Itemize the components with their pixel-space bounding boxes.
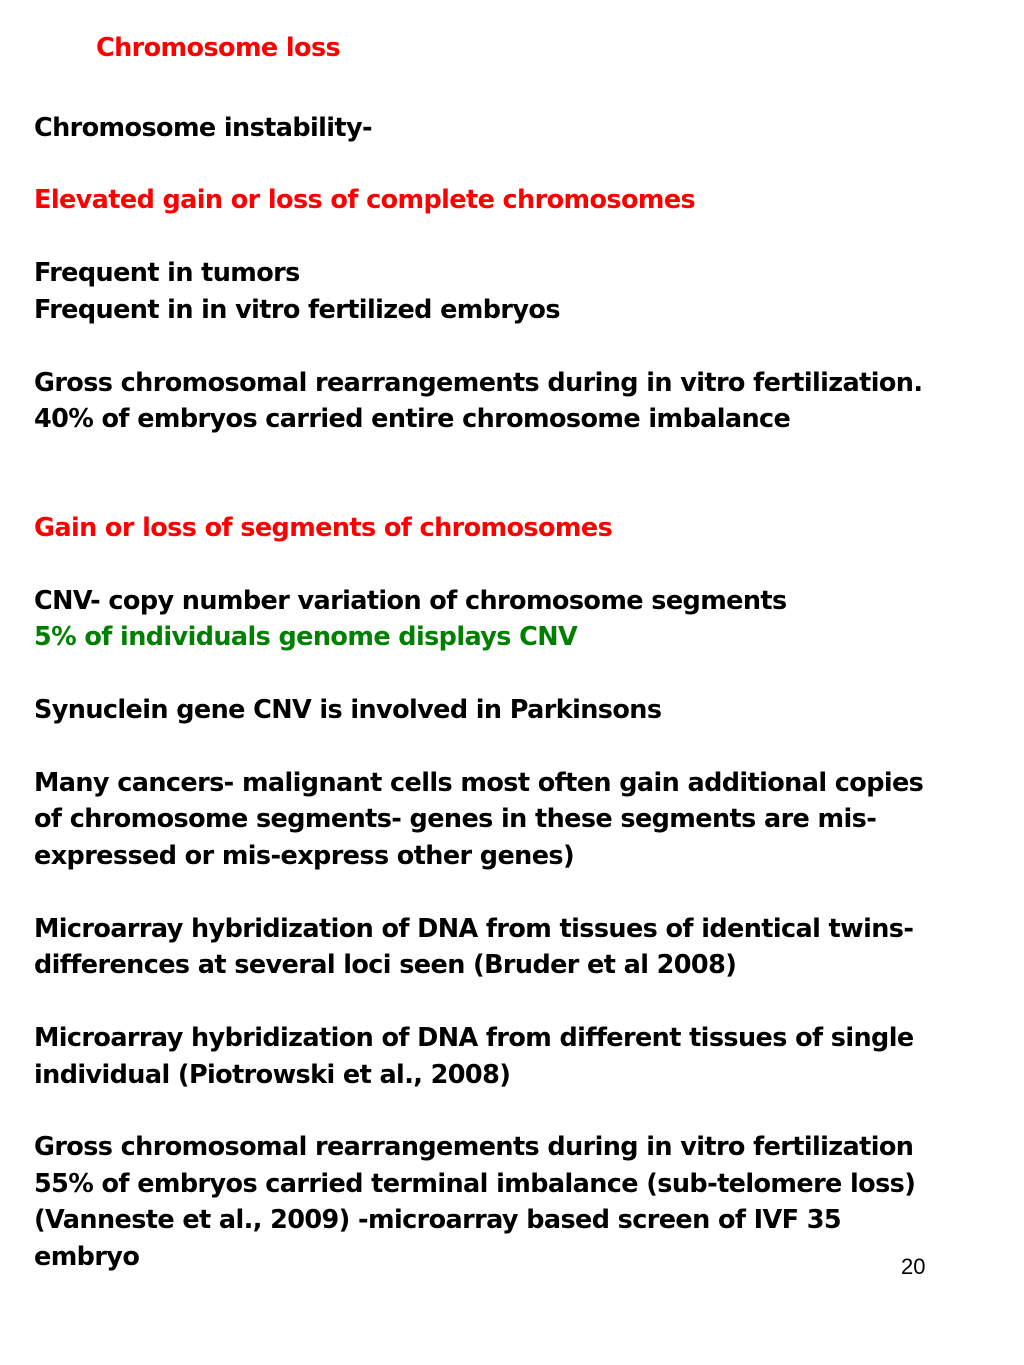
text-line-embryo: embryo — [34, 1242, 140, 1272]
text-line-twins-1: Microarray hybridization of DNA from tissues of identical twins- — [34, 914, 914, 944]
text-line-frequent-tumors: Frequent in tumors — [34, 258, 300, 288]
heading-segment-change: Gain or loss of segments of chromosomes — [34, 513, 613, 543]
text-line-cancers-1: Many cancers- malignant cells most often gain additional copies — [34, 768, 924, 798]
text-line-vanneste: (Vanneste et al., 2009) -microarray based screen of IVF 35 — [34, 1205, 842, 1235]
text-line-fifty-five-percent: 55% of embryos carried terminal imbalance (sub-telomere loss) — [34, 1169, 916, 1199]
text-line-frequent-ivf: Frequent in in vitro fertilized embryos — [34, 295, 560, 325]
text-line-cancers-3: expressed or mis-express other genes) — [34, 841, 575, 871]
heading-whole-chromosome-change: Elevated gain or loss of complete chromosomes — [34, 185, 696, 215]
slide-title: Chromosome loss — [96, 33, 341, 63]
text-line-twins-2: differences at several loci seen (Bruder et al 2008) — [34, 950, 737, 980]
text-line-gross-rearrangements-1: Gross chromosomal rearrangements during in vitro fertilization. — [34, 368, 923, 398]
text-line-single-individual-1: Microarray hybridization of DNA from different tissues of single — [34, 1023, 914, 1053]
text-line-chromosome-instability: Chromosome instability- — [34, 113, 373, 143]
text-line-cancers-2: of chromosome segments- genes in these segments are mis- — [34, 804, 877, 834]
text-line-forty-percent: 40% of embryos carried entire chromosome imbalance — [34, 404, 791, 434]
text-line-synuclein: Synuclein gene CNV is involved in Parkinsons — [34, 695, 662, 725]
page-number: 20 — [901, 1254, 926, 1279]
text-line-cnv-definition: CNV- copy number variation of chromosome segments — [34, 586, 787, 616]
text-line-cnv-percent: 5% of individuals genome displays CNV — [34, 622, 578, 652]
text-line-gross-rearrangements-2: Gross chromosomal rearrangements during in vitro fertilization — [34, 1132, 914, 1162]
text-line-single-individual-2: individual (Piotrowski et al., 2008) — [34, 1060, 511, 1090]
